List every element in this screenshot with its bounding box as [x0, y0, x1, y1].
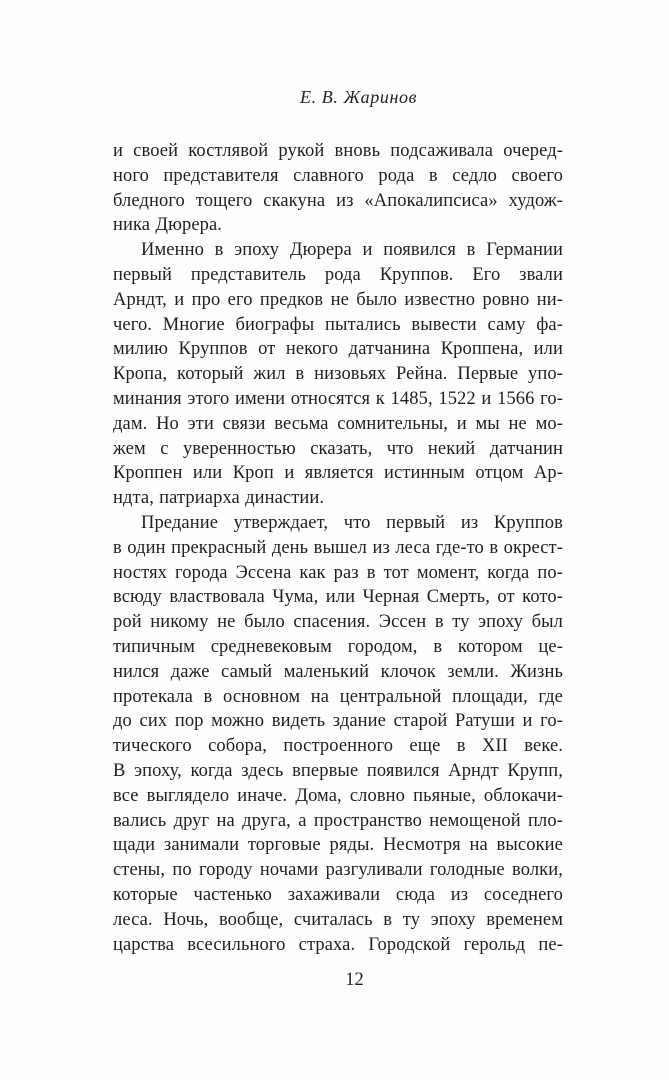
text-line: тического собора, построенного еще в XII веке.: [113, 736, 563, 757]
text-line: леса. Ночь, вообще, считалась в ту эпоху временем: [113, 909, 563, 930]
text-line: минания этого имени относятся к 1485, 1522 и 1566 го-: [113, 388, 563, 409]
text-line: чего. Многие биографы пытались вывести саму фа-: [113, 314, 563, 335]
text-line: ндта, патриарха династии.: [113, 488, 325, 509]
text-line: первый представитель рода Круппов. Его звали: [113, 264, 563, 285]
text-line: царства всесильного страха. Городской герольд пе-: [113, 934, 563, 955]
text-line: Именно в эпоху Дюрера и появился в Германии: [141, 240, 563, 261]
text-line: Кроппен или Кроп и является истинным отцом Ар-: [113, 463, 563, 484]
text-line: которые частенько захаживали сюда из соседнего: [113, 884, 563, 905]
text-line: ника Дюрера.: [113, 215, 223, 236]
text-line: в один прекрасный день вышел из леса где-то в окрест-: [113, 537, 563, 558]
text-line: Арндт, и про его предков не было известно ровно ни-: [113, 289, 563, 310]
text-line: Предание утверждает, что первый из Круппов: [141, 512, 563, 533]
text-line: до сих пор можно видеть здание старой Ратуши и го-: [113, 711, 563, 732]
text-line: жем с уверенностью сказать, что некий датчанин: [113, 438, 563, 459]
text-line: нился даже самый маленький клочок земли. Жизнь: [113, 661, 563, 682]
text-line: стены, по городу ночами разгуливали голодные волки,: [113, 860, 563, 881]
text-block: [113, 139, 563, 957]
text-line: рой никому не было спасения. Эссен в ту эпоху был: [113, 612, 563, 633]
text-line: В эпоху, когда здесь впервые появился Арндт Крупп,: [113, 760, 563, 781]
running-head-author: Е. В. Жаринов: [299, 87, 418, 107]
text-line: милию Круппов от некого датчанина Кроппена, или: [113, 339, 563, 360]
text-line: типичным средневековым городом, в котором це-: [113, 636, 563, 657]
text-line: щади занимали торговые ряды. Несмотря на высокие: [113, 835, 563, 856]
text-line: все выглядело иначе. Дома, словно пьяные, облокачи-: [113, 785, 563, 806]
text-line: Кропа, который жил в низовьях Рейна. Первые упо-: [113, 364, 563, 385]
page-number: 12: [345, 970, 364, 990]
text-line: вались друг на друга, а пространство немощеной пло-: [113, 810, 563, 831]
text-line: бледного тощего скакуна из «Апокалипсиса» худож-: [113, 190, 563, 211]
text-line: дам. Но эти связи весьма сомнительны, и мы не мо-: [113, 413, 563, 434]
text-line: протекала в основном на центральной площади, где: [113, 686, 563, 707]
text-line: и своей костлявой рукой вновь подсаживала очеред-: [113, 141, 563, 161]
text-line: ного представителя славного рода в седло своего: [113, 165, 563, 186]
text-line: ностях города Эссена как раз в тот момент, когда по-: [113, 562, 563, 583]
text-line: всюду властвовала Чума, или Черная Смерть, от кото-: [113, 587, 563, 608]
